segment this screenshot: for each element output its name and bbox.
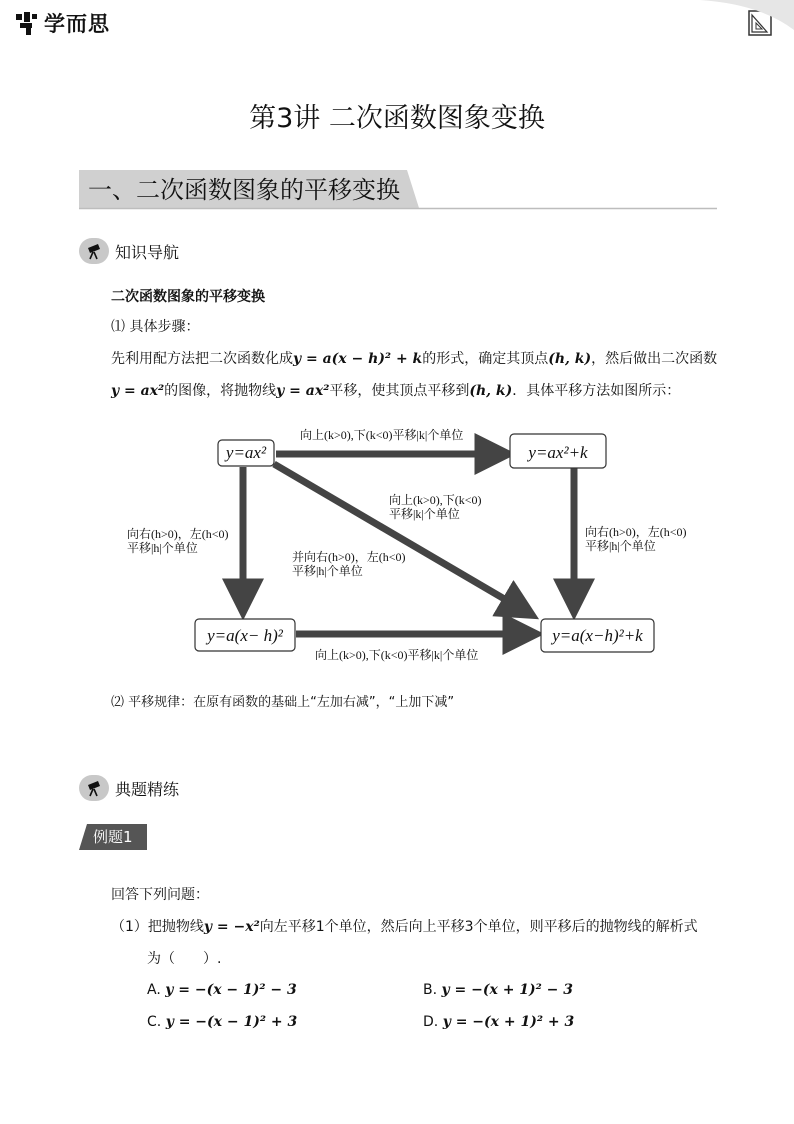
- box-bl-text: y=a(x− h)²: [207, 626, 283, 645]
- q1-formula: y = −x²: [203, 919, 260, 935]
- paragraph-line-2: [111, 382, 680, 400]
- option-b-label: B.: [423, 982, 438, 998]
- option-d-formula: y = −(x + 1)² + 3: [442, 1014, 575, 1030]
- practice-badge: [79, 775, 179, 801]
- para2-formula: y = ax²: [111, 383, 165, 399]
- option-b-formula: y = −(x + 1)² − 3: [441, 982, 574, 998]
- question-1-line-2: 为（ ）.: [147, 951, 222, 967]
- logo-icon: [14, 10, 40, 36]
- box-tl-text: y=ax²: [225, 443, 267, 462]
- label-top: 向上(k>0),下(k<0)平移|k|个单位: [300, 428, 464, 442]
- translation-rule: ⑵ 平移规律：在原有函数的基础上“左加右减”，“上加下减”: [111, 695, 455, 710]
- label-left-2: 平移|h|个单位: [127, 541, 198, 555]
- option-a-label: A.: [147, 982, 161, 998]
- knowledge-subtitle: 二次函数图象的平移变换: [111, 289, 265, 305]
- label-left-1: 向右(h>0)，左(h<0): [127, 527, 229, 541]
- box-br-text: y=a(x−h)²+k: [552, 626, 643, 645]
- para2-text-c: ．具体平移方法如图所示：: [512, 383, 681, 399]
- brand-logo: [14, 8, 110, 38]
- paragraph-line-1: [111, 350, 717, 368]
- para2-formula-2: y = ax²: [276, 383, 330, 399]
- label-diag-4: 平移|h|个单位: [292, 564, 363, 578]
- header-corner-shade: [700, 0, 794, 30]
- option-c[interactable]: [147, 1014, 297, 1030]
- practice-badge-label: 典题精练: [115, 779, 180, 799]
- telescope-icon: [79, 238, 109, 264]
- option-d-label: D.: [423, 1014, 439, 1030]
- label-diag-3: 并向右(h>0)，左(h<0): [292, 550, 406, 564]
- label-right-2: 平移|h|个单位: [585, 539, 656, 553]
- section-title: 一、二次函数图象的平移变换: [88, 176, 400, 204]
- question-1-line-1: [111, 918, 698, 936]
- label-diag-1: 向上(k>0),下(k<0): [389, 493, 482, 507]
- q1-text-a: （1）把抛物线: [111, 919, 204, 935]
- option-a[interactable]: [147, 982, 297, 998]
- label-diag-2: 平移|k|个单位: [389, 507, 460, 521]
- q1-text-b: 向左平移1个单位，然后向上平移3个单位，则平移后的抛物线的解析式: [259, 919, 698, 935]
- logo-text: 学而思: [44, 12, 110, 36]
- page-title: 第3讲 二次函数图象变换: [249, 103, 545, 134]
- label-bottom: 向上(k>0),下(k<0)平移|k|个单位: [315, 648, 479, 662]
- option-d[interactable]: [423, 1014, 574, 1030]
- para1-formula: y = a(x − h)² + k: [293, 351, 423, 367]
- option-b[interactable]: [423, 982, 573, 998]
- example-tag-label: 例题1: [93, 828, 133, 846]
- para2-text-b: 平移，使其顶点平移到: [329, 383, 470, 399]
- para1-text-c: ，然后做出二次函数: [591, 351, 718, 367]
- knowledge-badge: [79, 238, 179, 264]
- option-c-formula: y = −(x − 1)² + 3: [165, 1014, 298, 1030]
- box-tr-text: y=ax²+k: [528, 443, 588, 462]
- arrow-diagonal: [274, 464, 530, 614]
- option-c-label: C.: [147, 1014, 162, 1030]
- option-a-formula: y = −(x − 1)² − 3: [165, 982, 297, 998]
- para1-text-a: 先利用配方法把二次函数化成: [111, 351, 293, 367]
- para1-vertex: (h, k): [548, 351, 592, 367]
- para2-text-a: 的图像，将抛物线: [164, 383, 277, 399]
- knowledge-badge-label: 知识导航: [115, 242, 180, 262]
- para1-text-b: 的形式，确定其顶点: [422, 351, 549, 367]
- para2-vertex: (h, k): [469, 383, 513, 399]
- telescope-icon: [79, 775, 109, 801]
- step1-label: ⑴ 具体步骤：: [111, 319, 200, 335]
- question-intro: 回答下列问题：: [111, 887, 209, 903]
- label-right-1: 向右(h>0)，左(h<0): [585, 525, 687, 539]
